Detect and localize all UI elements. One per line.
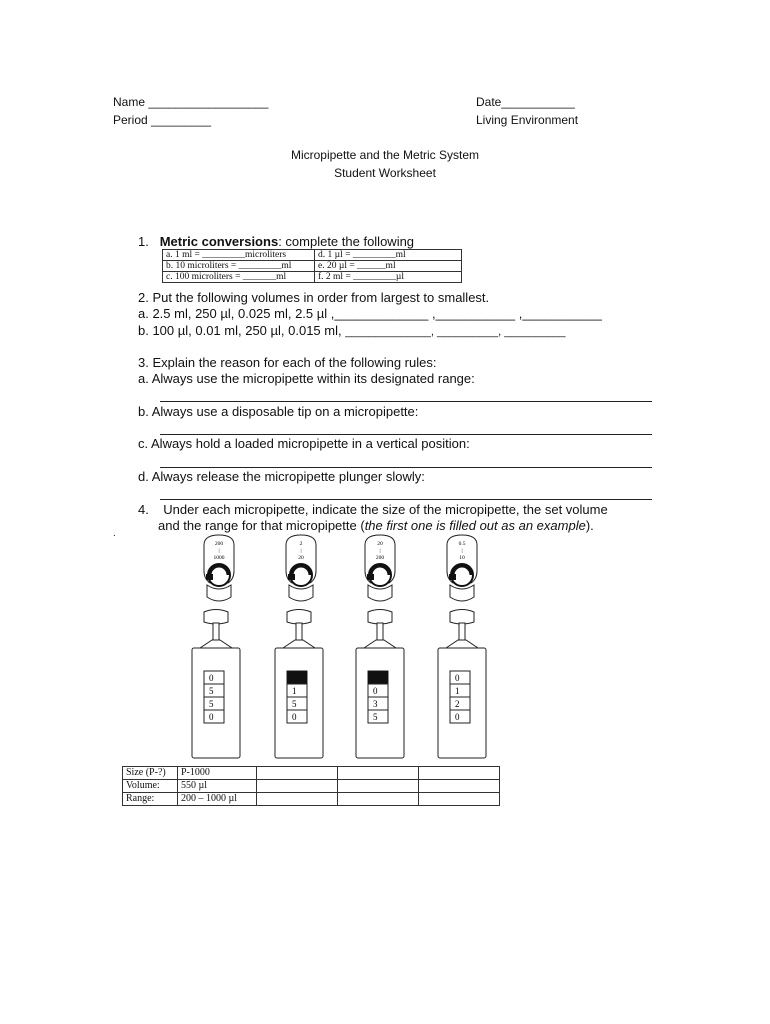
- table-row: [123, 793, 500, 806]
- pipette-1-gauge-bottom: 1000: [213, 555, 225, 561]
- pipette-3-gauge-mid: |: [379, 548, 381, 554]
- range-answer-cell-2: [257, 793, 338, 806]
- question-1-bold: Metric conversions: [159, 234, 279, 249]
- question-3d-text: d. Always release the micropipette plunger slowly:: [138, 469, 425, 484]
- question-2b-line: [138, 323, 565, 338]
- pipette-2-gauge-drawing: [280, 533, 322, 605]
- pipette-1-gauge-top: 200: [214, 541, 224, 547]
- pipette-4-gauge: [441, 533, 483, 605]
- question-4-text-start: and the range for that micropipette (: [158, 518, 365, 533]
- pipette-3-body: [354, 608, 406, 760]
- pipette-3-gauge-drawing: [359, 533, 401, 605]
- question-3-text: 3. Explain the reason for each of the following rules:: [138, 355, 437, 370]
- worksheet-title: Micropipette and the Metric System: [290, 148, 480, 162]
- question-2-text: 2. Put the following volumes in order from largest to smallest.: [138, 290, 490, 305]
- size-answer-cell-2: [257, 767, 338, 780]
- conversion-cell-c: c. 100 microliters = _______ml: [163, 272, 315, 283]
- pipette-1-gauge-drawing: [198, 533, 240, 605]
- pipette-3-digit-3: 3: [373, 699, 378, 709]
- pipette-4-body: [436, 608, 488, 760]
- question-2a-line: [138, 306, 602, 321]
- size-example-cell: P-1000: [178, 767, 257, 780]
- answer-line-3b: [160, 434, 652, 435]
- pipette-2-gauge: [280, 533, 322, 605]
- pipette-4-digit-3: 2: [455, 699, 460, 709]
- question-3b-text: b. Always use a disposable tip on a micropipette:: [138, 404, 419, 419]
- name-field-label: Name __________________: [113, 95, 269, 109]
- pipette-3-gauge: [359, 533, 401, 605]
- volume-answer-cell-3: [338, 780, 419, 793]
- pipette-3-body-drawing: [354, 608, 406, 760]
- pipette-2-digit-2: 1: [292, 686, 297, 696]
- pipette-4-digit-4: 0: [455, 712, 460, 722]
- answer-line-3d: [160, 499, 652, 500]
- volume-answer-cell-4: [419, 780, 500, 793]
- period-field-label: Period _________: [113, 113, 212, 127]
- conversion-cell-b: b. 10 microliters = _________ml: [163, 261, 315, 272]
- question-1-text: : complete the following: [278, 234, 415, 249]
- pipette-4-digit-2: 1: [455, 686, 460, 696]
- pipette-4-gauge-bottom: 10: [459, 555, 465, 561]
- table-row: [123, 767, 500, 780]
- table-row: [123, 780, 500, 793]
- size-answer-cell-4: [419, 767, 500, 780]
- conversion-cell-a: a. 1 ml = _________microliters: [163, 250, 315, 261]
- question-4-text: Under each micropipette, indicate the size of the micropipette, the set volume: [163, 502, 608, 517]
- question-2a-blanks: _____________ ,___________ ,___________: [334, 306, 602, 321]
- size-answer-cell-3: [338, 767, 419, 780]
- pipette-3-digit-2: 0: [373, 686, 378, 696]
- question-4-text-end: ).: [585, 518, 594, 533]
- conversion-cell-f: f. 2 ml = _________µl: [315, 272, 462, 283]
- volume-example-cell: 550 µl: [178, 780, 257, 793]
- question-4-line-1: [138, 502, 608, 517]
- pipette-1-gauge-mid: |: [218, 548, 220, 554]
- pipette-1-gauge: [198, 533, 240, 605]
- course-name: Living Environment: [476, 113, 579, 127]
- range-example-cell: 200 – 1000 µl: [178, 793, 257, 806]
- pipette-1-digit-4: 0: [209, 712, 214, 722]
- question-3a-text: a. Always use the micropipette within its designated range:: [138, 371, 475, 386]
- pipette-2-body-drawing: [273, 608, 325, 760]
- stray-mark: .: [113, 528, 116, 539]
- table-row: [163, 250, 462, 261]
- pipette-1-body-drawing: [190, 608, 242, 760]
- pipette-4-digit-1: 0: [455, 673, 460, 683]
- range-answer-cell-4: [419, 793, 500, 806]
- question-2b-blanks: ______________, __________, __________: [345, 326, 566, 338]
- pipette-3-gauge-bottom: 200: [375, 555, 385, 561]
- answer-line-3a: [160, 401, 652, 402]
- pipette-1-body: [190, 608, 242, 760]
- pipette-size-table: [122, 766, 500, 806]
- table-row: [163, 261, 462, 272]
- conversion-cell-e: e. 20 µl = ______ml: [315, 261, 462, 272]
- size-label-cell: Size (P-?): [123, 767, 178, 780]
- pipette-2-body: [273, 608, 325, 760]
- pipette-1-digit-2: 5: [209, 686, 214, 696]
- pipette-4-gauge-top: 0.5: [458, 541, 466, 547]
- pipette-2-gauge-top: 2: [299, 541, 303, 547]
- date-field-label: Date___________: [476, 95, 575, 109]
- metric-conversion-table: [162, 249, 462, 283]
- pipette-4-gauge-mid: |: [461, 548, 463, 554]
- pipette-3-gauge-top: 20: [377, 541, 383, 547]
- pipette-3-digit-4: 5: [373, 712, 378, 722]
- question-1-number: 1.: [138, 234, 149, 249]
- pipette-2-digit-3: 5: [292, 699, 297, 709]
- pipette-1-digit-3: 5: [209, 699, 214, 709]
- question-4-line-2: [158, 518, 594, 533]
- pipette-4-body-drawing: [436, 608, 488, 760]
- worksheet-subtitle: Student Worksheet: [334, 166, 436, 180]
- volume-label-cell: Volume:: [123, 780, 178, 793]
- pipette-4-gauge-drawing: [441, 533, 483, 605]
- range-label-cell: Range:: [123, 793, 178, 806]
- conversion-cell-d: d. 1 µl = _________ml: [315, 250, 462, 261]
- volume-answer-cell-2: [257, 780, 338, 793]
- question-1-heading: [138, 234, 414, 249]
- question-2b-values: b. 100 µl, 0.01 ml, 250 µl, 0.015 ml,: [138, 323, 342, 338]
- question-2a-values: a. 2.5 ml, 250 µl, 0.025 ml, 2.5 µl ,: [138, 306, 335, 321]
- question-3c-text: c. Always hold a loaded micropipette in a vertical position:: [138, 436, 470, 451]
- table-row: [163, 272, 462, 283]
- pipette-2-gauge-mid: |: [300, 548, 302, 554]
- question-4-italic-note: the first one is filled out as an example: [364, 518, 586, 533]
- pipette-2-digit-4: 0: [292, 712, 297, 722]
- answer-line-3c: [160, 467, 652, 468]
- range-answer-cell-3: [338, 793, 419, 806]
- pipette-1-digit-1: 0: [209, 673, 214, 683]
- question-4-number: 4.: [138, 502, 149, 517]
- pipette-2-gauge-bottom: 20: [298, 555, 304, 561]
